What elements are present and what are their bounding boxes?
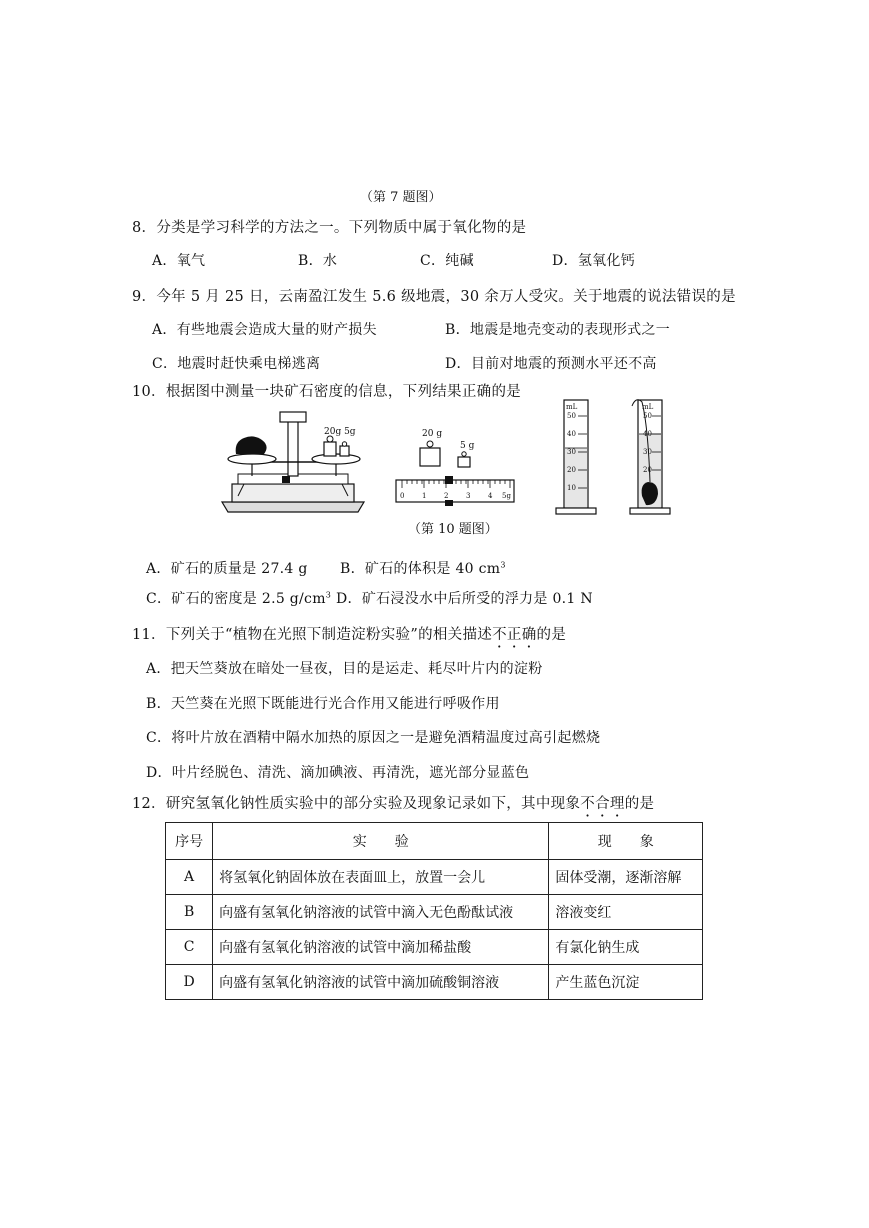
cylinder-1-tick-30: 30: [567, 448, 576, 456]
ruler-tick-4: 4: [488, 492, 493, 500]
cylinder-2-tick-50: 50: [643, 412, 652, 420]
ruler-tick-0: 0: [400, 492, 405, 500]
ruler-tick-2: 2: [444, 492, 449, 500]
table-cell-index: B: [166, 895, 213, 930]
cylinder-2-unit: mL: [642, 403, 654, 411]
table-cell-phenomenon: 固体受潮，逐渐溶解: [549, 860, 703, 895]
question-8-option-c: C．纯碱: [420, 253, 474, 269]
experiment-table: [165, 822, 703, 1000]
emphasis-char: 合: [595, 796, 610, 812]
question-9-option-a: A．有些地震会造成大量的财产损失: [152, 322, 377, 338]
question-11-option-d: D．叶片经脱色、清洗、滴加碘液、再清洗，遮光部分显蓝色: [146, 765, 530, 781]
emphasis-char: 确: [521, 627, 537, 643]
ruler-tick-5: 5g: [502, 492, 511, 500]
ruler-tick-1: 1: [422, 492, 427, 500]
question-10-option-b: B．矿石的体积是 40 $cm^3$: [340, 560, 506, 577]
balance-scale-illustration: [218, 404, 368, 516]
table-cell-experiment: 向盛有氢氧化钠溶液的试管中滴加硫酸铜溶液: [213, 965, 549, 1000]
figure-10-caption: （第 10 题图）: [408, 522, 498, 537]
weights-and-ruler-illustration: [392, 420, 518, 510]
table-cell-index: A: [166, 860, 213, 895]
measuring-cylinder-rock-illustration: [626, 396, 676, 518]
table-header-phenomenon: 现 象: [549, 823, 703, 860]
question-11-option-a: A．把天竺葵放在暗处一昼夜，目的是运走、耗尽叶片内的淀粉: [146, 661, 543, 677]
cylinder-2-tick-30: 30: [643, 448, 652, 456]
cylinder-2-tick-20: 20: [643, 466, 652, 474]
cylinder-1-tick-10: 10: [567, 484, 576, 492]
question-11-option-c: C．将叶片放在酒精中隔水加热的原因之一是避免酒精温度过高引起燃烧: [146, 730, 601, 746]
table-cell-index: D: [166, 965, 213, 1000]
question-10-stem: 10．根据图中测量一块矿石密度的信息，下列结果正确的是: [132, 384, 522, 400]
table-cell-experiment: 向盛有氢氧化钠溶液的试管中滴加稀盐酸: [213, 930, 549, 965]
measuring-cylinder-water-illustration: [552, 396, 602, 518]
weight-20g-label: 20 g: [422, 429, 443, 439]
question-9-option-c: C．地震时赶快乘电梯逃离: [152, 356, 321, 372]
cylinder-1-unit: mL: [566, 403, 578, 411]
table-row: [166, 930, 703, 965]
weight-5g-label: 5 g: [460, 441, 475, 451]
cylinder-1-tick-50: 50: [567, 412, 576, 420]
question-9-option-b: B．地震是地壳变动的表现形式之一: [445, 322, 671, 338]
question-9-stem: 9．今年 5 月 25 日，云南盈江发生 5.6 级地震，30 余万人受灾。关于地震的说法错误的是: [132, 289, 736, 305]
emphasis-char: 不: [492, 627, 507, 643]
balance-weight-label: 20g 5g: [324, 427, 356, 437]
table-cell-experiment: 向盛有氢氧化钠溶液的试管中滴入无色酚酞试液: [213, 895, 549, 930]
question-9-option-d: D．目前对地震的预测水平还不高: [445, 356, 657, 372]
emphasis-char: 理: [609, 796, 625, 812]
cylinder-1-tick-20: 20: [567, 466, 576, 474]
cylinder-1-tick-40: 40: [567, 430, 576, 438]
question-8-stem: 8．分类是学习科学的方法之一。下列物质中属于氧化物的是: [132, 220, 527, 236]
question-10-option-d: D．矿石浸没水中后所受的浮力是 0.1 N: [336, 591, 593, 607]
figure-7-caption: （第 7 题图）: [360, 190, 442, 205]
question-8-option-a: A．氧气: [152, 253, 206, 269]
table-header-experiment: 实 验: [213, 823, 549, 860]
question-12-stem: 12．研究氢氧化钠性质实验中的部分实验及现象记录如下，其中现象不合理的是: [132, 792, 654, 813]
table-row: [166, 860, 703, 895]
emphasis-char: 正: [506, 627, 522, 643]
cylinder-2-tick-40: 40: [643, 430, 652, 438]
table-cell-phenomenon: 有氯化钠生成: [549, 930, 703, 965]
question-11-stem: 11．下列关于“植物在光照下制造淀粉实验”的相关描述不正确的是: [132, 623, 566, 644]
ruler-tick-3: 3: [466, 492, 471, 500]
question-11-option-b: B．天竺葵在光照下既能进行光合作用又能进行呼吸作用: [146, 696, 500, 712]
table-cell-phenomenon: 产生蓝色沉淀: [549, 965, 703, 1000]
question-10-option-c: C．矿石的密度是 2.5 $g/cm^3$: [146, 590, 332, 607]
table-cell-phenomenon: 溶液变红: [549, 895, 703, 930]
question-8-option-d: D．氢氧化钙: [552, 253, 636, 269]
table-header-row: [166, 823, 703, 860]
table-cell-index: C: [166, 930, 213, 965]
table-header-index: 序号: [166, 823, 213, 860]
table-cell-experiment: 将氢氧化钠固体放在表面皿上，放置一会儿: [213, 860, 549, 895]
question-8-option-b: B．水: [298, 253, 338, 269]
question-10-option-a: A．矿石的质量是 27.4 g: [146, 561, 308, 577]
table-row: [166, 965, 703, 1000]
emphasis-char: 不: [580, 796, 596, 812]
table-row: [166, 895, 703, 930]
